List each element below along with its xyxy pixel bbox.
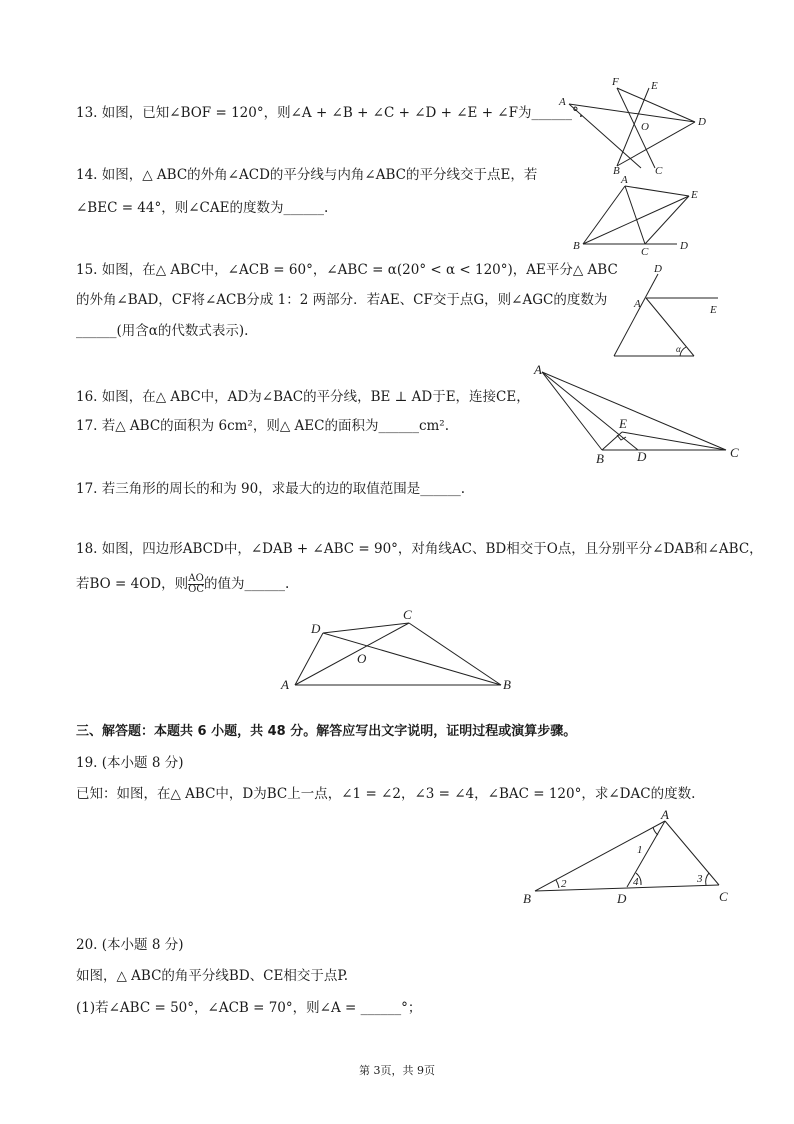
fig19-label-c: C <box>719 889 728 904</box>
fig15-label-alpha: α <box>676 344 681 354</box>
fig13-label-d: D <box>698 116 706 128</box>
q17-text: 17. 若三角形的周长的和为 90，求最大的边的取值范围是______. <box>76 481 466 497</box>
q19-body: 已知：如图，在△ ABC中，D为BC上一点，∠1 = ∠2，∠3 = ∠4，∠BAC = 120°，求∠DAC的度数. <box>76 786 696 802</box>
figure-q13 <box>555 72 715 182</box>
fig15-label-e: E <box>710 304 717 316</box>
q13-text: 13. 如图，已知∠BOF = 120°，则∠A + ∠B + ∠C + ∠D + ∠E + ∠F为______°. <box>76 105 584 121</box>
q15-line2: 的外角∠BAD，CF将∠ACB分成 1：2 两部分．若AE、CF交于点G，则∠AGC的度数为 <box>76 292 608 308</box>
q15-line3: ______(用含α的代数式表示). <box>76 323 249 339</box>
fig14-label-d: D <box>680 240 688 252</box>
fig13-label-b: B <box>613 165 620 177</box>
fig13-label-c: C <box>655 165 663 177</box>
q18-line2-suffix: 的值为______. <box>203 576 290 592</box>
figure-q19 <box>515 805 740 905</box>
fig16-label-a: A <box>534 362 542 377</box>
q18-fraction-numerator: AO <box>188 573 204 584</box>
fig14-label-b: B <box>573 240 580 252</box>
q20-head: 20. (本小题 8 分) <box>76 937 184 953</box>
fig18-label-c: C <box>403 607 412 622</box>
fig19-label-b: B <box>523 891 531 905</box>
fig15-label-d: D <box>654 263 662 275</box>
q20-line2: (1)若∠ABC = 50°，∠ACB = 70°，则∠A = ______°； <box>76 1000 422 1016</box>
fig19-num-1: 1 <box>637 844 643 856</box>
fig14-label-e: E <box>691 189 698 201</box>
q18-line1: 18. 如图，四边形ABCD中，∠DAB + ∠ABC = 90°，对角线AC、BD相交于O点，且分别平分∠DAB和∠ABC， <box>76 541 763 557</box>
fig15-label-a: A <box>634 298 641 310</box>
q18-fraction-denominator: OC <box>188 584 204 595</box>
fig19-label-d: D <box>617 891 627 905</box>
figure-q16 <box>530 362 750 467</box>
fig18-label-b: B <box>503 677 511 692</box>
fig19-num-3: 3 <box>697 873 703 885</box>
q16-line2: 17. 若△ ABC的面积为 6cm²，则△ AEC的面积为______cm². <box>76 418 450 434</box>
q14-line1: 14. 如图，△ ABC的外角∠ACD的平分线与内角∠ABC的平分线交于点E，若 <box>76 167 538 183</box>
fig16-label-e: E <box>619 416 627 431</box>
q18-fraction <box>188 574 204 595</box>
fig16-label-b: B <box>596 451 604 466</box>
q18-line2-prefix: 若BO = 4OD，则 <box>76 576 189 592</box>
section3-title: 三、解答题：本题共 6 小题，共 48 分。解答应写出文字说明，证明过程或演算步骤。 <box>76 724 577 739</box>
q15-line1: 15. 如图，在△ ABC中，∠ACB = 60°，∠ABC = α(20° < α < 120°)，AE平分△ ABC <box>76 262 618 278</box>
figure-q14 <box>565 172 710 257</box>
fig19-num-2: 2 <box>561 878 567 890</box>
fig14-label-a: A <box>621 174 628 186</box>
page-footer: 第 3页，共 9页 <box>359 1064 435 1077</box>
q19-head: 19. (本小题 8 分) <box>76 755 184 771</box>
fig18-label-d: D <box>311 621 321 636</box>
fig18-label-o: O <box>357 651 367 666</box>
fig13-label-e: E <box>651 80 658 92</box>
fig16-label-c: C <box>730 445 739 460</box>
fig13-label-f: F <box>612 76 619 88</box>
fig14-label-c: C <box>641 246 649 257</box>
fig18-label-a: A <box>281 677 289 692</box>
q14-line2: ∠BEC = 44°，则∠CAE的度数为______. <box>76 200 329 216</box>
q18-line2 <box>76 574 289 595</box>
fig13-label-a: A <box>559 96 566 108</box>
fig16-label-d: D <box>637 449 647 464</box>
fig19-num-4: 4 <box>633 876 639 888</box>
figure-q18 <box>275 605 525 695</box>
fig19-label-a: A <box>661 807 669 822</box>
figure-q15 <box>600 262 725 362</box>
fig13-label-o: O <box>641 121 649 133</box>
q20-line1: 如图，△ ABC的角平分线BD、CE相交于点P. <box>76 968 348 984</box>
q16-line1: 16. 如图，在△ ABC中，AD为∠BAC的平分线，BE ⊥ AD于E，连接CE， <box>76 389 530 405</box>
